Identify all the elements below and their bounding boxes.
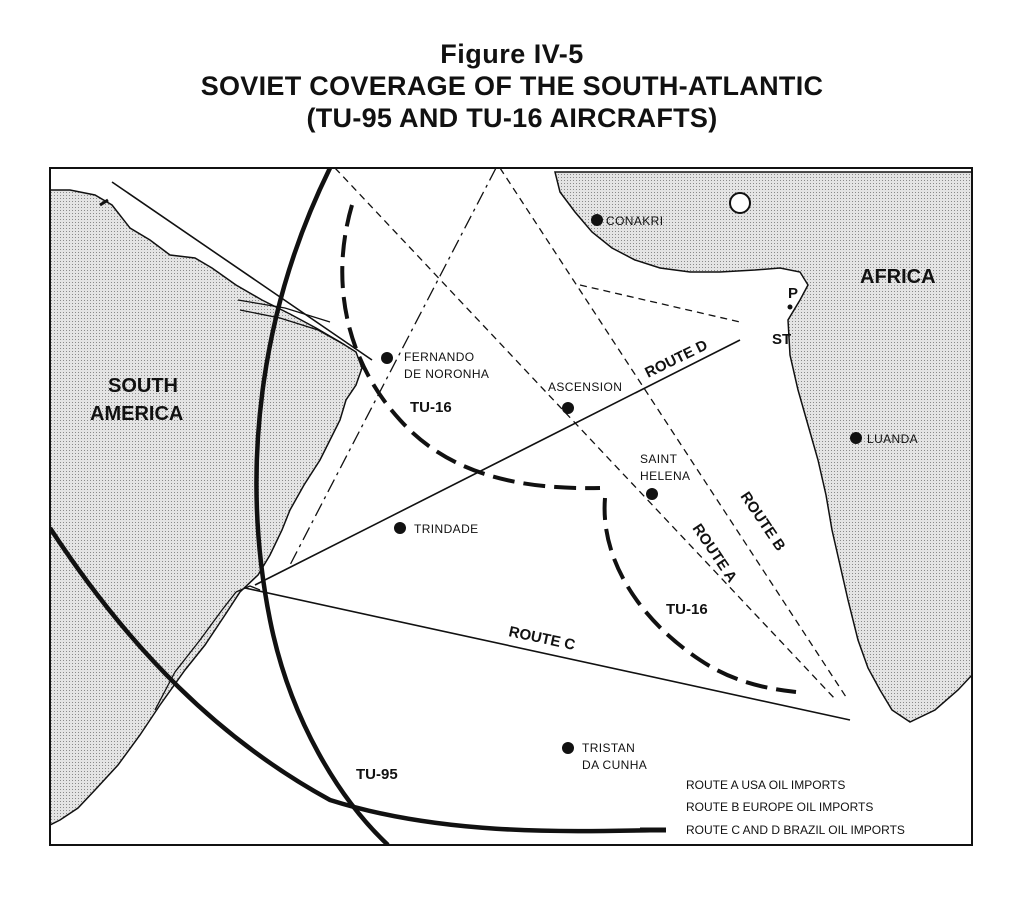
south-america-label-line2: AMERICA (90, 403, 184, 425)
conakri-label: CONAKRI (606, 214, 664, 228)
south-america-landmass (50, 190, 362, 825)
trindade-label: TRINDADE (414, 522, 479, 536)
fernando-marker (381, 352, 393, 364)
conakri-marker (591, 214, 603, 226)
legend-route-cd: ROUTE C AND D BRAZIL OIL IMPORTS (686, 823, 905, 837)
route-c-line (245, 588, 850, 720)
fernando-label-line1: FERNANDO (404, 350, 475, 364)
legend-route-b: ROUTE B EUROPE OIL IMPORTS (686, 800, 874, 814)
figure-subtitle: (TU-95 AND TU-16 AIRCRAFTS) (306, 103, 718, 133)
legend-route-a: ROUTE A USA OIL IMPORTS (686, 778, 846, 792)
trindade-marker (394, 522, 406, 534)
route-a-label: ROUTE A (688, 520, 741, 586)
tu16-range-north (342, 205, 600, 488)
luanda-label: LUANDA (867, 432, 919, 446)
africa-label: AFRICA (860, 266, 936, 288)
ascension-marker (562, 402, 574, 414)
tristan-label-line2: DA CUNHA (582, 758, 648, 772)
route-b-label: ROUTE B (736, 488, 789, 555)
tu95-label: TU-95 (356, 766, 398, 783)
figure-title: SOVIET COVERAGE OF THE SOUTH-ATLANTIC (200, 71, 824, 101)
route-c-label: ROUTE C (507, 623, 577, 654)
tristan-label-line1: TRISTAN (582, 741, 636, 755)
figure-number: Figure IV-5 (440, 39, 584, 69)
route-d-label: ROUTE D (642, 336, 711, 382)
tu16-south-label: TU-16 (666, 601, 708, 618)
africa-landmass (555, 172, 972, 722)
south-america-label-line1: SOUTH (108, 375, 178, 397)
ascension-label: ASCENSION (548, 380, 623, 394)
p-label: P (788, 285, 799, 302)
st-label: ST (772, 331, 792, 348)
tristan-marker (562, 742, 574, 754)
legend (686, 778, 905, 837)
saint-helena-label-line1: SAINT (640, 452, 678, 466)
fernando-label-line2: DE NORONHA (404, 367, 490, 381)
dashed-line-north (580, 285, 740, 322)
luanda-marker (850, 432, 862, 444)
tu16-north-label: TU-16 (410, 399, 452, 416)
p-marker (788, 305, 793, 310)
lake-outline (730, 193, 750, 213)
saint-helena-label-line2: HELENA (640, 469, 691, 483)
saint-helena-marker (646, 488, 658, 500)
